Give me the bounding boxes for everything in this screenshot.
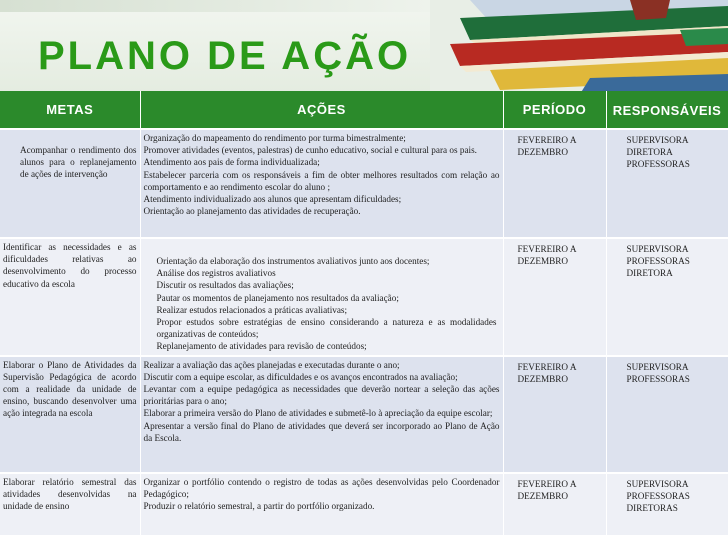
acao-item: Discutir com a equipe escolar, as dificuldades e os avanços encontrados na avaliação; bbox=[143, 371, 458, 382]
meta-cell: Acompanhar o rendimento dos alunos para o replanejamento de ações de intervenção bbox=[0, 129, 140, 238]
responsavel-item: PROFESSORAS bbox=[626, 256, 690, 267]
column-header-periodo: PERÍODO bbox=[503, 91, 606, 129]
responsavel-item: PROFESSORAS bbox=[626, 373, 690, 384]
responsavel-item: SUPERVISORA bbox=[626, 478, 689, 489]
acao-item: Estabelecer parceria com os responsáveis a fim de obter melhores resultados com relação ao comportamento e ao rendimento escolar do aluno ; bbox=[143, 169, 500, 192]
periodo-cell: FEVEREIRO A DEZEMBRO bbox=[503, 356, 606, 473]
acoes-cell bbox=[140, 238, 503, 356]
page-title: PLANO DE AÇÃO bbox=[38, 34, 412, 78]
acao-item: Discutir os resultados das avaliações; bbox=[156, 280, 294, 291]
header-band bbox=[0, 0, 430, 12]
table-row bbox=[0, 129, 728, 238]
responsavel-item: DIRETORA bbox=[626, 147, 673, 158]
responsavel-item: PROFESSORAS bbox=[626, 490, 690, 501]
responsaveis-cell bbox=[606, 238, 728, 356]
acoes-cell bbox=[140, 473, 503, 535]
periodo-cell: FEVEREIRO A DEZEMBRO bbox=[503, 238, 606, 356]
acao-item: Pautar os momentos de planejamento nos resultados da avaliação; bbox=[156, 292, 399, 303]
acao-item: Organizar o portfólio contendo o registro de todas as ações desenvolvidas pelo Coordenador Pedagógico; bbox=[143, 476, 500, 499]
acao-item: Levantar com a equipe pedagógica as necessidades que deverão nortear a seleção das ações prioritárias para o ano; bbox=[143, 384, 500, 407]
table-row bbox=[0, 238, 728, 356]
meta-cell: Elaborar relatório semestral das atividades desenvolvidas na unidade de ensino bbox=[0, 473, 140, 535]
action-plan-table bbox=[0, 91, 728, 535]
acao-item: Produzir o relatório semestral, a partir do portfólio organizado. bbox=[143, 501, 375, 512]
acao-item: Orientação da elaboração dos instrumentos avaliativos junto aos docentes; bbox=[156, 256, 430, 266]
acao-item: Propor estudos sobre estratégias de ensino considerando a natureza e as modalidades organizativas de conteúdos; bbox=[156, 317, 497, 340]
responsavel-item: DIRETORA bbox=[626, 268, 673, 279]
acao-item: Apresentar a versão final do Plano de atividades que deverá ser incorporado ao Plano de Ação da Escola. bbox=[143, 420, 500, 443]
meta-cell: Elaborar o Plano de Atividades da Supervisão Pedagógica de acordo com a realidade da unidade de ensino, buscando desenvolver uma ação integrada na escola bbox=[0, 356, 140, 473]
acao-item: Atendimento individualizado aos alunos que apresentam dificuldades; bbox=[143, 194, 402, 205]
responsavel-item: SUPERVISORA bbox=[626, 135, 689, 145]
acoes-cell bbox=[140, 129, 503, 238]
responsaveis-cell bbox=[606, 473, 728, 535]
acoes-cell bbox=[140, 356, 503, 473]
slide-header bbox=[0, 0, 728, 94]
meta-cell: Identificar as necessidades e as dificuldades relativas ao desenvolvimento do processo educativo da escola bbox=[0, 238, 140, 356]
acao-item: Realizar estudos relacionados a práticas avaliativas; bbox=[156, 304, 348, 315]
responsavel-item: DIRETORAS bbox=[626, 503, 678, 514]
responsavel-item: SUPERVISORA bbox=[626, 244, 689, 254]
table-row bbox=[0, 473, 728, 535]
table-row bbox=[0, 356, 728, 473]
responsaveis-cell bbox=[606, 356, 728, 473]
responsavel-item: PROFESSORAS bbox=[626, 159, 690, 170]
periodo-cell: FEVEREIRO A DEZEMBRO bbox=[503, 473, 606, 535]
responsaveis-cell bbox=[606, 129, 728, 238]
acao-item: Orientação ao planejamento das atividades de recuperação. bbox=[143, 206, 361, 217]
acao-item: Elaborar a primeira versão do Plano de atividades e submetê-lo à apreciação da equipe escolar; bbox=[143, 408, 493, 419]
acao-item: Realizar a avaliação das ações planejadas e executadas durante o ano; bbox=[143, 359, 400, 370]
periodo-cell: FEVEREIRO A DEZEMBRO bbox=[503, 129, 606, 238]
acao-item: Replanejamento de atividades para revisão de conteúdos; bbox=[156, 341, 367, 352]
table-header-row bbox=[0, 91, 728, 129]
responsavel-item: SUPERVISORA bbox=[626, 361, 689, 372]
acao-item: Promover atividades (eventos, palestras) de cunho educativo, social e cultural para os pais. bbox=[143, 145, 477, 156]
column-header-acoes: AÇÕES bbox=[140, 91, 503, 129]
acao-item: Atendimento aos pais de forma individualizada; bbox=[143, 157, 320, 168]
acao-item: Organização do mapeamento do rendimento por turma bimestralmente; bbox=[143, 133, 406, 143]
column-header-responsaveis: RESPONSÁVEIS bbox=[606, 91, 728, 129]
column-header-metas: METAS bbox=[0, 91, 140, 129]
acao-item: Análise dos registros avaliativos bbox=[156, 268, 276, 279]
books-illustration bbox=[430, 0, 728, 94]
